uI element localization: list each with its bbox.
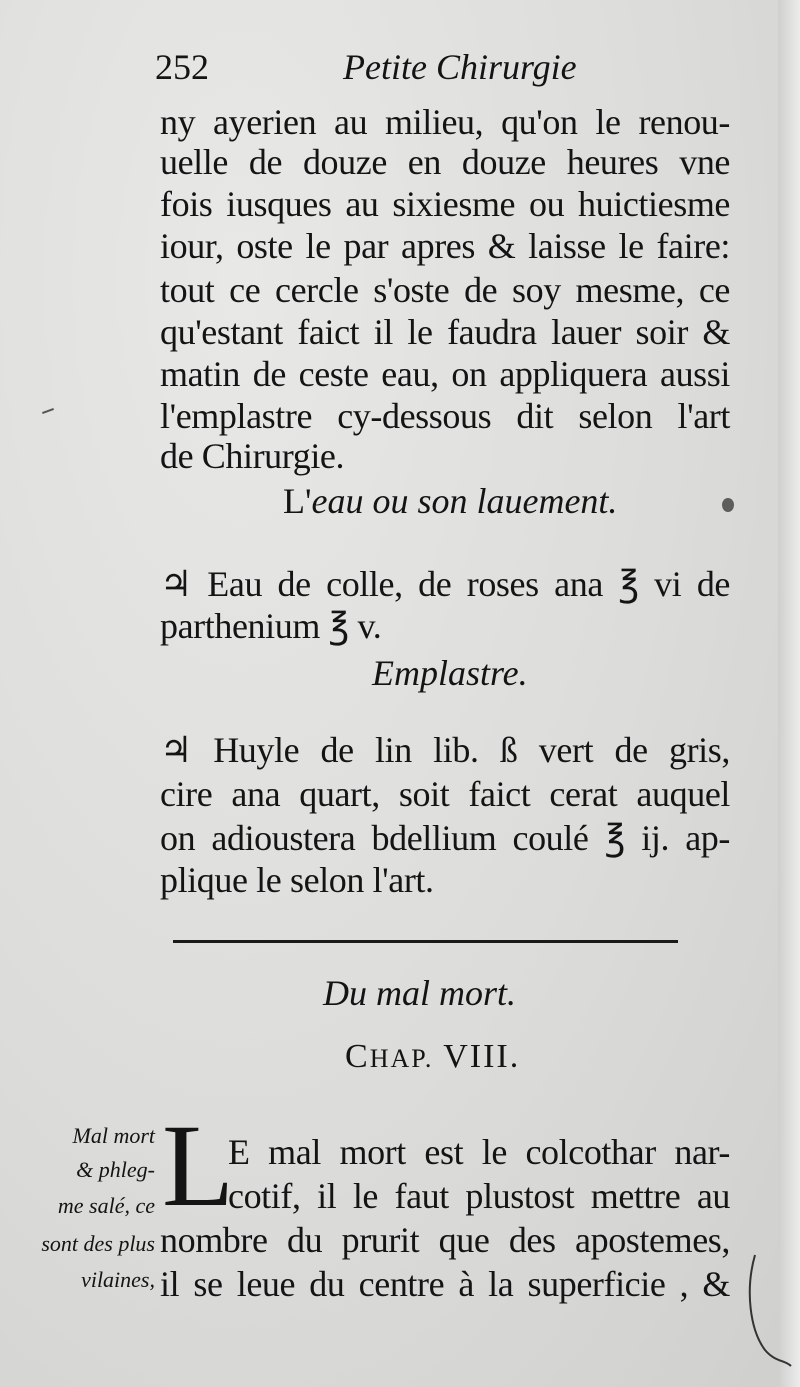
recipe-line: cire ana quart, soit faict cerat auquel xyxy=(160,774,730,814)
drop-cap: L xyxy=(162,1100,235,1231)
page-header xyxy=(155,46,735,90)
section-title: Du mal mort. xyxy=(323,973,517,1013)
text-line: qu'estant faict il le faudra lauer soir & xyxy=(160,312,730,352)
margin-note-line: & phleg- xyxy=(76,1157,155,1182)
chapter-heading xyxy=(345,1038,520,1076)
text-line: fois iusques au sixiesme ou huictiesme xyxy=(160,184,730,224)
chapter-word: HAP. xyxy=(369,1044,434,1073)
running-title: Petite Chirurgie xyxy=(343,47,577,87)
text-line: il se leue du centre à la superficie , & xyxy=(160,1264,730,1304)
recipe-line: on adioustera bdellium coulé ℥ ij. ap- xyxy=(160,818,730,858)
recipe-line: ♃ Eau de colle, de roses ana ℥ vi de xyxy=(160,564,730,604)
margin-note-line: sont des plus xyxy=(41,1231,155,1256)
subheading-prefix: L' xyxy=(283,481,312,521)
text-line: de Chirurgie. xyxy=(160,436,345,476)
text-line: uelle de douze en douze heures vne xyxy=(160,142,730,182)
page-edge xyxy=(778,0,800,1387)
pen-stroke-mark xyxy=(745,1250,795,1370)
subheading-rest: eau ou son lauement. xyxy=(311,481,618,521)
text-line: ny ayerien au milieu, qu'on le renou- xyxy=(160,102,730,142)
chapter-number: VIII. xyxy=(443,1038,521,1075)
margin-note-line: Mal mort xyxy=(72,1123,155,1148)
margin-note-line: vilaines, xyxy=(81,1267,155,1292)
text-line: l'emplastre cy-dessous dit selon l'art xyxy=(160,396,730,436)
text-line: iour, oste le par apres & laisse le faire: xyxy=(160,226,730,266)
section-rule xyxy=(173,940,678,943)
recipe-line: plique le selon l'art. xyxy=(160,860,434,900)
chapter-initial: C xyxy=(345,1038,370,1075)
text-line: cotif, il le faut plustost mettre au xyxy=(228,1176,730,1216)
recipe-line: ♃ Huyle de lin lib. ß vert de gris, xyxy=(160,730,730,770)
text-line: nombre du prurit que des apostemes, xyxy=(160,1220,730,1260)
margin-note-line: me salé, ce xyxy=(57,1193,155,1218)
text-line: E mal mort est le colcothar nar- xyxy=(228,1132,730,1172)
text-line: matin de ceste eau, on appliquera aussi xyxy=(160,354,730,394)
subheading-emplastre: Emplastre. xyxy=(372,653,528,693)
ink-blot xyxy=(722,498,734,512)
ink-tick xyxy=(42,408,54,414)
subheading-eau xyxy=(283,480,617,522)
text-line: tout ce cercle s'oste de soy mesme, ce xyxy=(160,270,730,310)
page-number: 252 xyxy=(155,47,209,87)
recipe-line: parthenium ℥ v. xyxy=(160,606,382,646)
